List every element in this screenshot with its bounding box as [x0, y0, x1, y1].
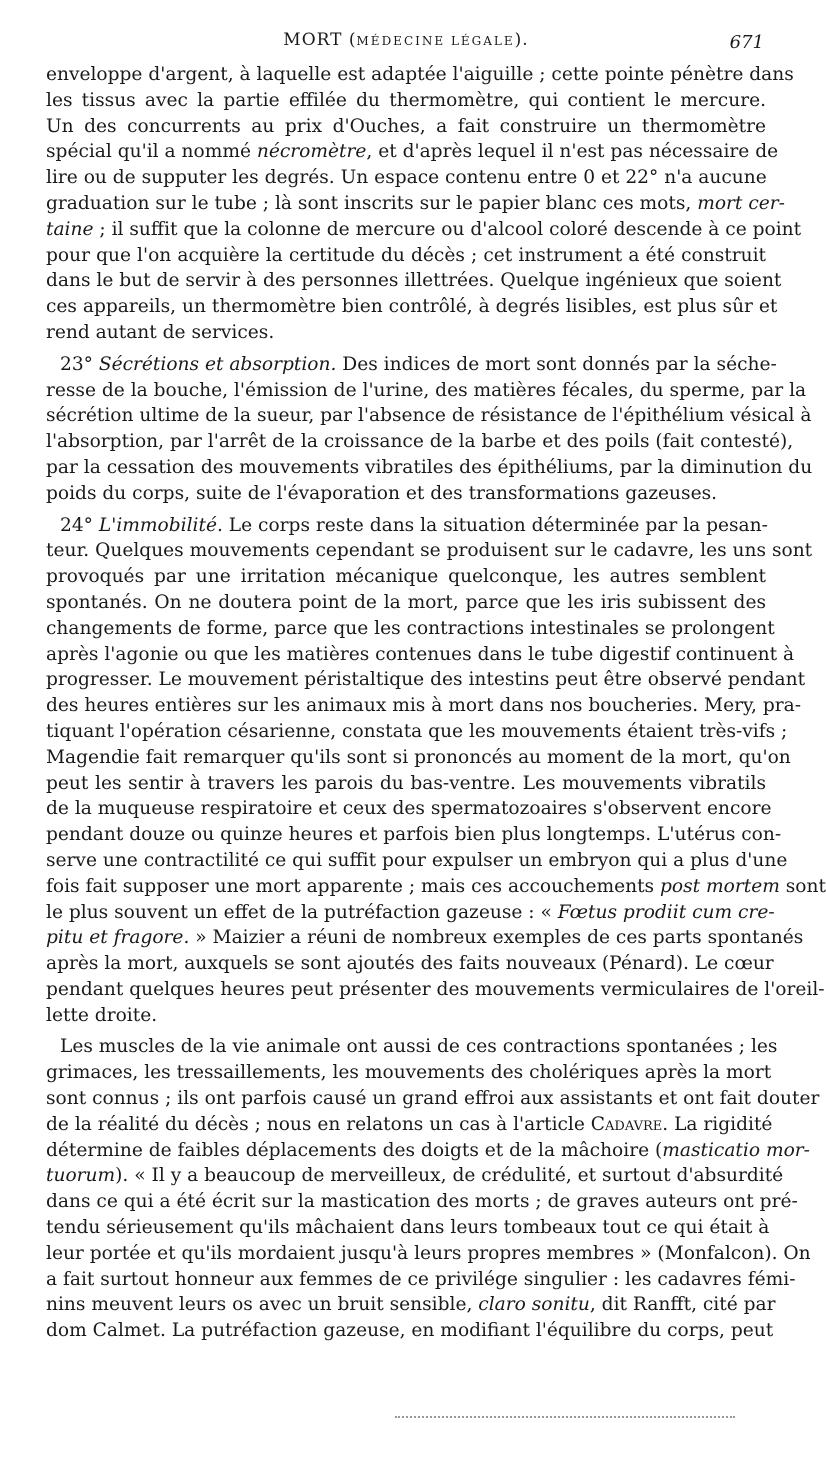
- text-line: dom Calmet. La putréfaction gazeuse, en modifiant l'équilibre du corps, peut: [46, 1320, 774, 1342]
- text-line: leur portée et qu'ils mordaient jusqu'à leurs propres membres » (Monfalcon). On: [46, 1242, 811, 1264]
- text-line: rend autant de services.: [46, 321, 275, 343]
- text-line: Un des concurrents au prix d'Ouches, a fait construire un thermomètre: [46, 115, 766, 137]
- italic-span: tuorum: [46, 1165, 116, 1187]
- text-line: tuorum). « Il y a beaucoup de merveilleux, de crédulité, et surtout d'absurdité: [46, 1165, 784, 1187]
- italic-span: masticatio mor-: [662, 1139, 810, 1161]
- page-number: 671: [729, 32, 764, 53]
- text-line: grimaces, les tressaillements, les mouvements des cholériques après la mort: [46, 1062, 772, 1084]
- text-line: des heures entières sur les animaux mis à mort dans nos boucheries. Mery, pra-: [46, 695, 801, 717]
- paragraph: [46, 1034, 820, 1344]
- text-line: teur. Quelques mouvements cependant se produisent sur le cadavre, les uns sont: [46, 540, 813, 562]
- italic-span: post mortem: [660, 875, 780, 897]
- text-line: pour que l'on acquière la certitude du décès ; cet instrument a été construit: [46, 244, 766, 266]
- italic-span: mort cer-: [697, 192, 785, 214]
- text-line: Magendie fait remarquer qu'ils sont si prononcés au moment de la mort, qu'on: [46, 746, 791, 768]
- text-line: spécial qu'il a nommé nécromètre, et d'après lequel il n'est pas nécessaire de: [46, 141, 779, 163]
- italic-span: pitu et fragore.: [46, 927, 190, 949]
- text-line: 24° L'immobilité. Le corps reste dans la situation déterminée par la pesan-: [60, 514, 768, 536]
- text-line: tiquant l'opération césarienne, constata que les mouvements étaient très-vifs ;: [46, 720, 788, 742]
- text-line: Les muscles de la vie animale ont aussi de ces contractions spontanées ; les: [60, 1036, 778, 1058]
- text-line: pendant douze ou quinze heures et parfois bien plus longtemps. L'utérus con-: [46, 824, 782, 846]
- text-line: taine ; il suffit que la colonne de mercure ou d'alcool coloré descende à ce point: [46, 218, 802, 240]
- paragraph: [46, 513, 826, 1029]
- text-line: lire ou de supputer les degrés. Un espace contenu entre 0 et 22° n'a aucune: [46, 167, 767, 189]
- text-line: l'absorption, par l'arrêt de la croissance de la barbe et des poils (fait contesté),: [46, 431, 794, 453]
- text-line: sont connus ; ils ont parfois causé un grand effroi aux assistants et ont fait douter: [46, 1088, 820, 1110]
- text-line: dans le but de servir à des personnes illettrées. Quelque ingénieux que soient: [46, 270, 782, 292]
- text-line: tendu sérieusement qu'ils mâchaient dans leurs tombeaux tout ce qui était à: [46, 1217, 770, 1239]
- text-line: fois fait supposer une mort apparente ; mais ces accouchements post mortem sont: [46, 875, 826, 897]
- running-head-end: ).: [514, 30, 529, 50]
- text-line: a fait surtout honneur aux femmes de ce privilége singulier : les cadavres fémi-: [46, 1268, 796, 1290]
- text-line: resse de la bouche, l'émission de l'urine, des matières fécales, du sperme, par la: [46, 379, 807, 401]
- text-line: progresser. Le mouvement péristaltique des intestins peut être observé pendant: [46, 669, 806, 691]
- text-line: dans ce qui a été écrit sur la mastication des morts ; de graves auteurs ont pré-: [46, 1191, 798, 1213]
- text-line: par la cessation des mouvements vibratiles des épithéliums, par la diminution du: [46, 456, 813, 478]
- text-line: spontanés. On ne doutera point de la mort, parce que les iris subissent des: [46, 591, 766, 613]
- text-line: le plus souvent un effet de la putréfaction gazeuse : « Fœtus prodiit cum cre-: [46, 901, 775, 923]
- running-head-subtitle: MÉDECINE LÉGALE: [356, 34, 515, 48]
- text-line: changements de forme, parce que les contractions intestinales se prolongent: [46, 617, 775, 639]
- body-text: [46, 62, 826, 1344]
- text-line: 23° Sécrétions et absorption. Des indices de mort sont donnés par la séche-: [60, 353, 777, 375]
- italic-span: nécromètre: [256, 141, 367, 163]
- italic-span: Fœtus prodiit cum cre-: [557, 901, 775, 923]
- text-line: de la muqueuse respiratoire et ceux des spermatozoaires s'observent encore: [46, 798, 772, 820]
- running-head-main: MORT (: [283, 30, 357, 50]
- text-line: enveloppe d'argent, à laquelle est adaptée l'aiguille ; cette pointe pénètre dans: [46, 64, 794, 85]
- text-line: après la mort, auxquels se sont ajoutés des faits nouveaux (Pénard). Le cœur: [46, 953, 774, 975]
- running-head: [48, 30, 764, 50]
- text-line: nins meuvent leurs os avec un bruit sensible, claro sonitu, dit Ranfft, cité par: [46, 1294, 776, 1316]
- text-line: serve une contractilité ce qui suffit pour expulser un embryon qui a plus d'une: [46, 849, 788, 871]
- smallcaps-span: Cadavre: [590, 1113, 663, 1135]
- text-line: ces appareils, un thermomètre bien contrôlé, à degrés lisibles, est plus sûr et: [46, 296, 778, 318]
- page-header: [48, 30, 764, 56]
- paragraph: [46, 62, 802, 346]
- text-line: provoqués par une irritation mécanique quelconque, les autres semblent: [46, 566, 766, 588]
- text-line: pendant quelques heures peut présenter des mouvements vermiculaires de l'oreil-: [46, 978, 825, 1000]
- text-line: sécrétion ultime de la sueur, par l'absence de résistance de l'épithélium vésical à: [46, 405, 812, 427]
- italic-span: claro sonitu: [478, 1294, 590, 1316]
- paragraph: [46, 352, 813, 507]
- text-line: poids du corps, suite de l'évaporation et des transformations gazeuses.: [46, 482, 718, 504]
- text-line: pitu et fragore. » Maizier a réuni de nombreux exemples de ces parts spontanés: [46, 927, 804, 949]
- text-line: de la réalité du décès ; nous en relatons un cas à l'article Cadavre. La rigidité: [46, 1113, 773, 1135]
- text-line: détermine de faibles déplacements des doigts et de la mâchoire (masticatio mor-: [46, 1139, 810, 1161]
- italic-span: L'immobilité.: [98, 514, 223, 536]
- text-line: lette droite.: [46, 1004, 158, 1026]
- footer-rule: [395, 1416, 735, 1420]
- text-line: après l'agonie ou que les matières contenues dans le tube digestif continuent à: [46, 643, 795, 665]
- italic-span: Sécrétions et absorption.: [98, 353, 337, 375]
- text-line: peut les sentir à travers les parois du bas-ventre. Les mouvements vibratils: [46, 772, 766, 794]
- text-line: graduation sur le tube ; là sont inscrits sur le papier blanc ces mots, mort cer-: [46, 192, 785, 214]
- italic-span: taine: [46, 218, 94, 240]
- text-line: les tissus avec la partie effilée du thermomètre, qui contient le mercure.: [46, 89, 766, 111]
